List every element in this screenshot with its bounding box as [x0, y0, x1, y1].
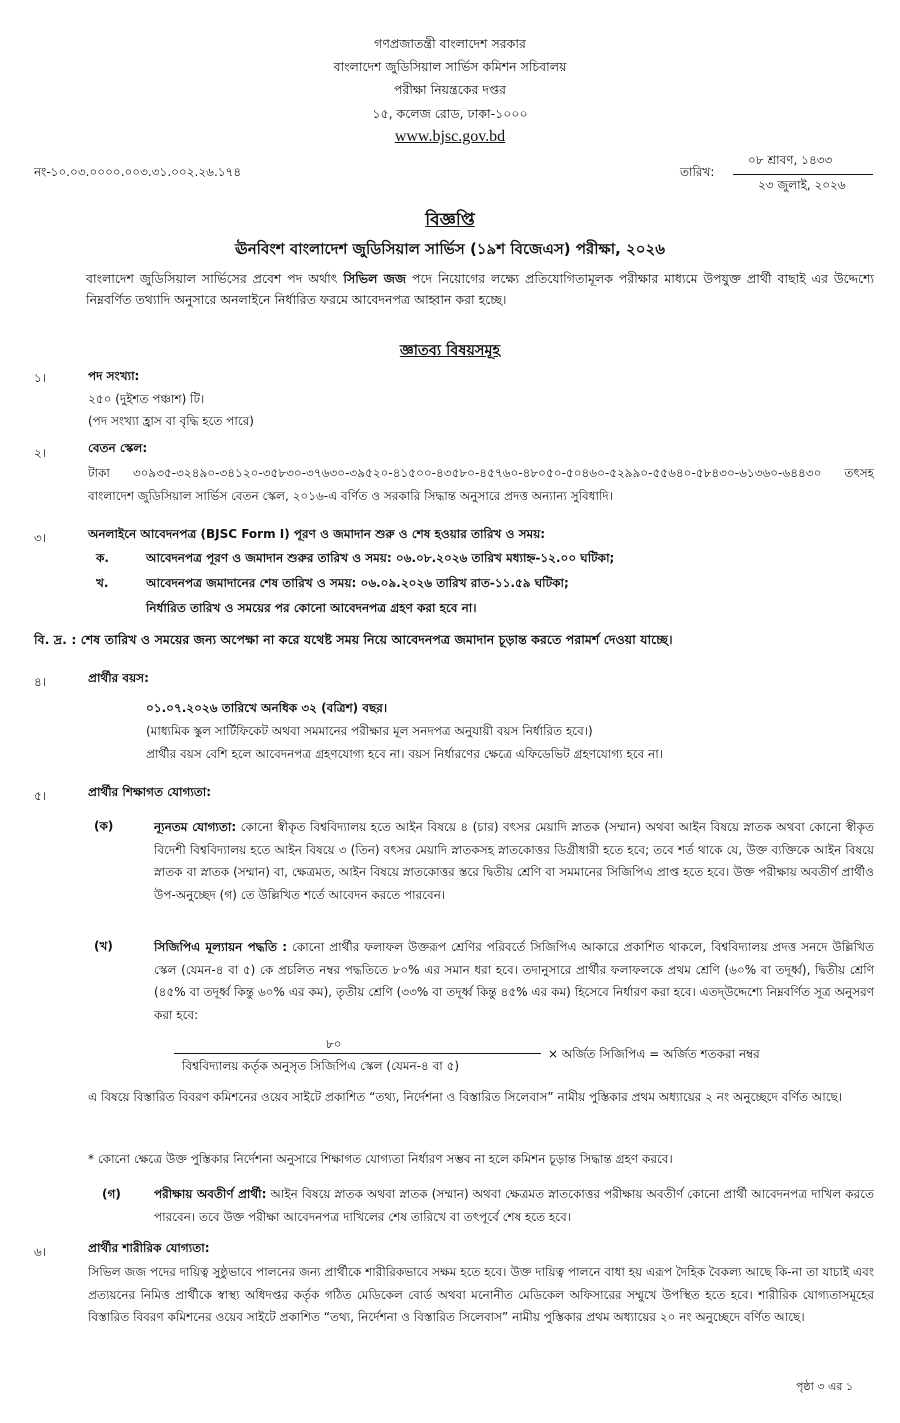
section-4-title: প্রার্থীর বয়স: — [88, 671, 149, 685]
post-count-note: (পদ সংখ্যা হ্রাস বা বৃদ্ধি হতে পারে) — [88, 414, 254, 428]
secretariat-name: বাংলাদেশ জুডিসিয়াল সার্ভিস কমিশন সচিবালয় — [333, 59, 567, 74]
pay-scale-text: টাকা ৩০৯৩৫-৩২৪৯০-৩৪১২০-৩৫৮৩০-৩৭৬৩০-৩৯৫২০-৪১৫০০-৪৩৫৮০-৪৫৭৬০-৪৮০৫০-৫০৪৬০-৫২৯৯০-৫৫৬৪০-৫৮৪৩০-৬১৩৬০-৬৪৪৩০ তৎসহ বাংলাদেশ জুডিসিয়াল সার্ভিস বেতন স্কেল, ২০১৬-এ বর্ণিত ও সরকারি সিদ্ধান্ত অনুসারে প্রদত্ত অন্যান্য সুবিধাদি। — [88, 466, 874, 503]
section-6-title: প্রার্থীর শারীরিক যোগ্যতা: — [88, 1241, 210, 1255]
memo-number: নং-১০.০৩.০০০০.০০৩.৩১.০০২.২৬.১৭৪ — [34, 165, 242, 179]
notice-subheading: জ্ঞাতব্য বিষয়সমূহ — [399, 343, 501, 359]
section-1-title: পদ সংখ্যা: — [88, 369, 140, 383]
section-5b-label: (খ) — [94, 939, 113, 953]
section-3a-label: ক. — [96, 551, 109, 565]
office-address: ১৫, কলেজ রোড, ঢাকা-১০০০ — [372, 106, 528, 121]
formula-fraction-bar — [174, 1053, 541, 1054]
date-divider — [733, 174, 873, 175]
notice-title: ঊনবিংশ বাংলাদেশ জুডিসিয়াল সার্ভিস (১৯শ বিজেএস) পরীক্ষা, ২০২৬ — [234, 240, 666, 258]
section-5-title: প্রার্থীর শিক্ষাগত যোগ্যতা: — [88, 785, 212, 799]
section-5c-label: (গ) — [102, 1187, 121, 1201]
section-1-number: ১। — [34, 371, 47, 385]
age-limit: ০১.০৭.২০২৬ তারিখে অনধিক ৩২ (বত্রিশ) বছর। — [146, 701, 388, 715]
formula-denominator: বিশ্ববিদ্যালয় কর্তৃক অনুসৃত সিজিপিএ স্কেল (যেমন-৪ বা ৫) — [182, 1059, 460, 1073]
late-application-note: নির্ধারিত তারিখ ও সময়ের পর কোনো আবেদনপত্র গ্রহণ করা হবে না। — [146, 601, 477, 615]
application-end-time: আবেদনপত্র জমাদানের শেষ তারিখ ও সময়: ০৬.০৯.২০২৬ তারিখ রাত-১১.৫৯ ঘটিকা; — [146, 576, 569, 590]
page-number: পৃষ্ঠা ৩ এর ১ — [796, 1380, 854, 1393]
minimum-qualification: ন্যূনতম যোগ্যতা: কোনো স্বীকৃত বিশ্ববিদ্যালয় হতে আইন বিষয়ে ৪ (চার) বৎসর মেয়াদি স্নাতক (সম্মান) অথবা আইন বিষয়ে স্নাতক অথবা কোনো স্বীকৃত বিদেশী বিশ্ববিদ্যালয় হতে আইন বিষয়ে ৩ (তিন) বৎসর মেয়াদি স্নাতকসহ স্নাতকোত্তর ডিগ্রীধারী হতে হবে; তবে শর্ত থাকে যে, উক্ত ব্যক্তিকে আইন বিষয়ে স্নাতক বা স্নাতক (সম্মান) বা, ক্ষেত্রমত, আইন বিষয়ে স্নাতকোত্তর স্তরে দ্বিতীয় শ্রেণি বা সমমানের সিজিপিএ প্রাপ্ত হতে হবে। উক্ত পরীক্ষায় অবতীর্ণ প্রার্থীও উপ-অনুচ্ছেদ (গ) তে উল্লিখিত শর্তে আবেদন করতে পারবেন। — [154, 820, 874, 902]
section-5-number: ৫। — [34, 789, 47, 803]
date-bangla: ০৮ শ্রাবণ, ১৪৩৩ — [748, 153, 833, 167]
section-6-number: ৬। — [34, 1245, 47, 1259]
intro-paragraph: বাংলাদেশ জুডিসিয়াল সার্ভিসের প্রবেশ পদ অর্থাৎ সিভিল জজ পদে নিয়োগের লক্ষ্যে প্রতিযোগিতামূলক পরীক্ষার মাধ্যমে উপযুক্ত প্রার্থী বাছাই এর উদ্দেশ্যে নিম্নবর্ণিত তথ্যাদি অনুসারে অনলাইনে নির্ধারিত ফরমে আবেদনপত্র আহ্বান করা হচ্ছে। — [86, 271, 874, 307]
appearing-candidate: পরীক্ষায় অবতীর্ণ প্রার্থী: আইন বিষয়ে স্নাতক অথবা স্নাতক (সম্মান) অথবা ক্ষেত্রমত স্নাতকোত্তর পরীক্ষায় অবতীর্ণ কোনো প্রার্থী আবেদনপত্র দাখিল করতে পারবেন। তবে উক্ত পরীক্ষা আবেদনপত্র দাখিলের শেষ তারিখে বা তৎপূর্বে শেষ হতে হবে। — [154, 1187, 875, 1224]
section-3-title: অনলাইনে আবেদনপত্র (BJSC Form I) পূরণ ও জমাদান শুরু ও শেষ হওয়ার তারিখ ও সময়: — [88, 527, 546, 541]
section-4-number: ৪। — [34, 675, 47, 689]
application-start-time: আবেদনপত্র পূরণ ও জমাদান শুরুর তারিখ ও সময়: ০৬.০৮.২০২৬ তারিখ মধ্যাহ্ন-১২.০০ ঘটিকা; — [146, 551, 615, 565]
date-gregorian: ২৩ জুলাই, ২০২৬ — [758, 178, 846, 192]
section-3-number: ৩। — [34, 531, 47, 545]
office-name: পরীক্ষা নিয়ন্ত্রকের দপ্তর — [393, 82, 507, 97]
notice-heading: বিজ্ঞপ্তি — [425, 210, 475, 230]
special-note: বি. দ্র. : শেষ তারিখ ও সময়ের জন্য অপেক্ষা না করে যথেষ্ট সময় নিয়ে আবেদনপত্র জমাদান চূড়ান্ত করতে পরামর্শ দেওয়া যাচ্ছে। — [34, 632, 673, 647]
section-2-title: বেতন স্কেল: — [88, 441, 148, 455]
age-basis-note: (মাধ্যমিক স্কুল সার্টিফিকেট অথবা সমমানের পরীক্ষার মূল সনদপত্র অনুযায়ী বয়স নির্ধারিত হবে।) — [146, 724, 593, 738]
physical-fitness-text: সিভিল জজ পদের দায়িত্ব সুষ্ঠুভাবে পালনের জন্য প্রার্থীকে শারীরিকভাবে সক্ষম হতে হবে। উক্ত দায়িত্ব পালনে বাধা হয় এরূপ দৈহিক বৈকল্য আছে কি-না তা যাচাই এবং প্রত্যয়নের নিমিত্ত প্রার্থীকে স্বাস্থ্য অধিদপ্তর কর্তৃক গঠিত মেডিকেল বোর্ড অথবা মনোনীত মেডিকেল অফিসারের সম্মুখে উপস্থিত হতে হবে। শারীরিক যোগ্যতাসমূহের বিস্তারিত বিবরণ কমিশনের ওয়েব সাইটে প্রকাশিত “তথ্য, নির্দেশনা ও বিস্তারিত সিলেবাস” নামীয় পুস্তিকার প্রথম অধ্যায়ের ২০ নং অনুচ্ছেদে বর্ণিত আছে। — [88, 1265, 874, 1324]
section-3b-label: খ. — [96, 576, 109, 590]
section-2-number: ২। — [34, 446, 47, 460]
post-count: ২৫০ (দুইশত পঞ্চাশ) টি। — [88, 392, 205, 406]
detail-reference: এ বিষয়ে বিস্তারিত বিবরণ কমিশনের ওয়েব সাইটে প্রকাশিত “তথ্য, নির্দেশনা ও বিস্তারিত সিলেবাস” নামীয় পুস্তিকার প্রথম অধ্যায়ের ২ নং অনুচ্ছেদে বর্ণিত আছে। — [88, 1090, 843, 1104]
govt-name: গণপ্রজাতন্ত্রী বাংলাদেশ সরকার — [374, 36, 526, 51]
cgpa-method: সিজিপিএ মূল্যায়ন পদ্ধতি : কোনো প্রার্থীর ফলাফল উক্তরূপ শ্রেণির পরিবর্তে সিজিপিএ আকারে প্রকাশিত থাকলে, বিশ্ববিদ্যালয় প্রদত্ত সনদে উল্লিখিত স্কেল (যেমন-৪ বা ৫) কে প্রচলিত নম্বর পদ্ধতিতে ৮০% এর সমান ধরা হবে। তদানুসারে প্রার্থীর ফলাফলকে প্রথম শ্রেণি (৬০% বা তদূর্ধ্ব), দ্বিতীয় শ্রেণি (৪৫% বা তদূর্ধ্ব কিন্তু ৬০% এর কম), তৃতীয় শ্রেণি (৩৩% বা তদূর্ধ্ব কিন্তু ৪৫% এর কম) হিসেবে নির্ধারণ করা হবে। এতদ্‌উদ্দেশ্যে নিম্নবর্ণিত সূত্র অনুসরণ করা হবে: — [154, 940, 874, 1022]
website-link[interactable]: www.bjsc.gov.bd — [394, 128, 506, 145]
intro-post-name: সিভিল জজ — [343, 271, 407, 286]
formula-result: × অর্জিত সিজিপিএ = অর্জিত শতকরা নম্বর — [548, 1047, 760, 1061]
date-label: তারিখ: — [680, 165, 715, 179]
age-rule-note: প্রার্থীর বয়স বেশি হলে আবেদনপত্র গ্রহণযোগ্য হবে না। বয়স নির্ধারণের ক্ষেত্রে এফিডেভিট গ্রহণযোগ্য হবে না। — [146, 747, 663, 761]
section-5a-label: (ক) — [94, 819, 114, 833]
commission-decision-note: * কোনো ক্ষেত্রে উক্ত পুস্তিকার নির্দেশনা অনুসারে শিক্ষাগত যোগ্যতা নির্ধারণ সম্ভব না হলে কমিশন চূড়ান্ত সিদ্ধান্ত গ্রহণ করবে। — [88, 1152, 673, 1166]
formula-numerator: ৮০ — [326, 1037, 342, 1051]
